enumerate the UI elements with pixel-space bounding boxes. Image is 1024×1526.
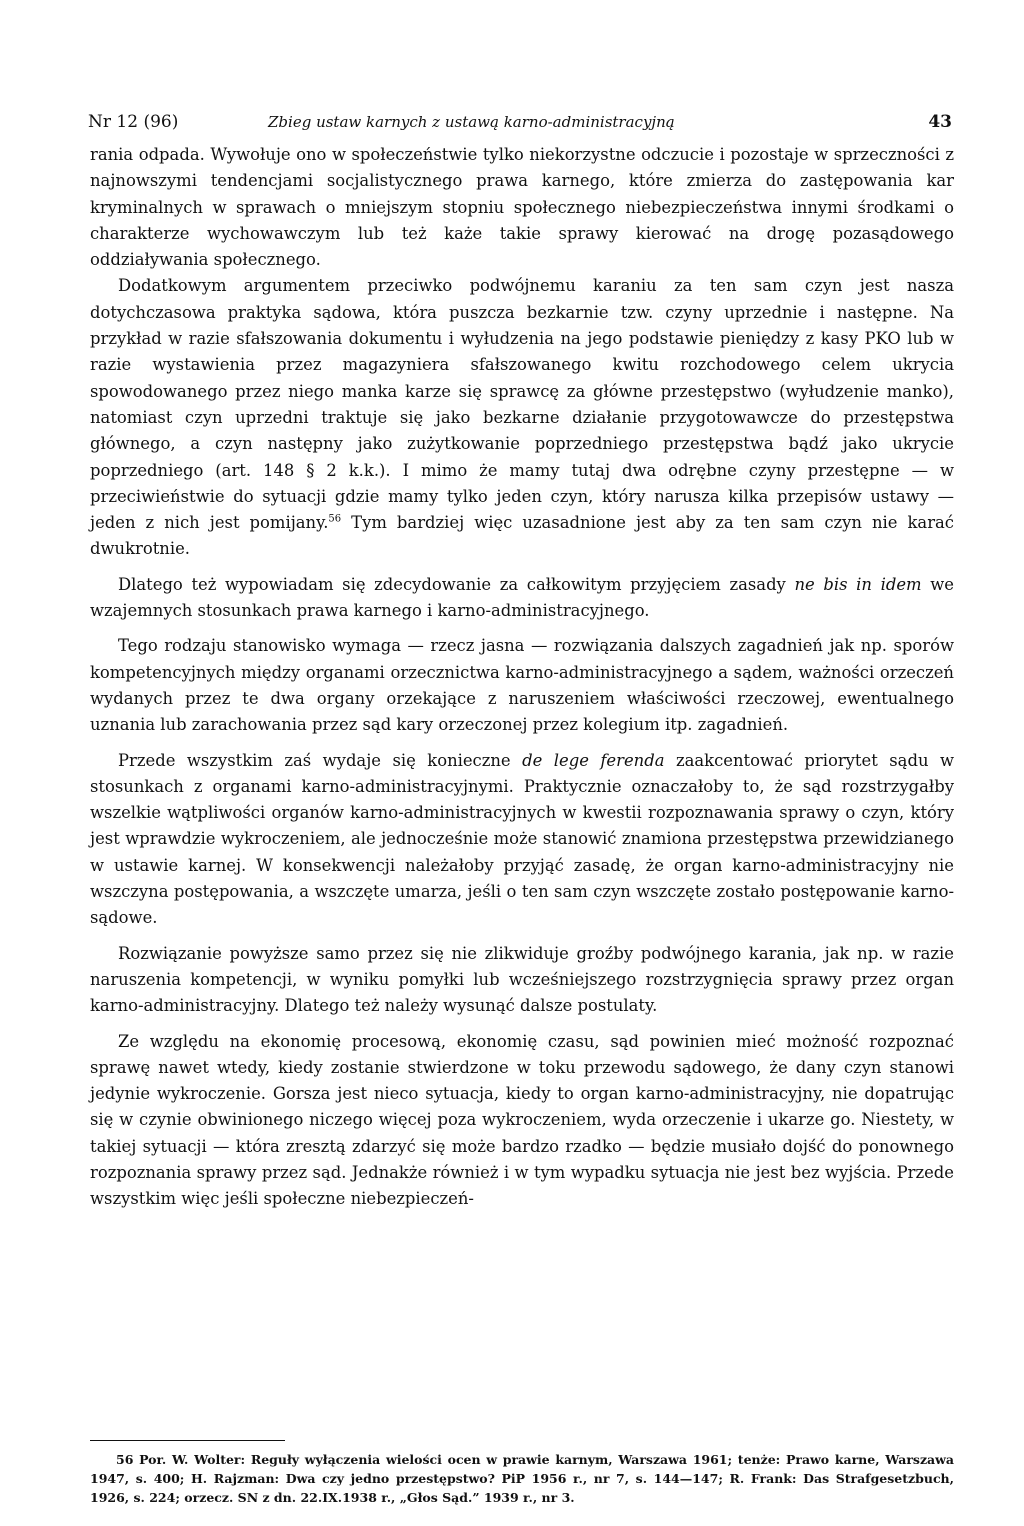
- paragraph-text: Tym bardziej więc uzasadnione jest aby za ten sam czyn nie karać dwukrotnie.: [90, 513, 954, 559]
- footnote: [90, 1450, 954, 1507]
- paragraph-court-priority: [90, 748, 954, 932]
- footnote-reference: 56: [328, 513, 342, 525]
- page-header: [88, 108, 952, 136]
- paragraph-text: we wzajemnych stosunkach prawa karnego i karno-administracyjnego.: [90, 574, 954, 621]
- paragraph-procedural-economy: Ze względu na ekonomię procesową, ekonomię czasu, sąd powinien mieć możność rozpoznać sprawę nawet wtedy, kiedy zostanie stwierdzone w toku przewodu sądowego, że dany czyn stanowi jedynie wykroczenie. Gorsza jest nieco sytuacja, kiedy to organ karno-administracyjny, nie dopatrując się w czynie obwinionego niczego więcej poza wykroczeniem, wyda orzeczenie i ukarze go. Niestety, w takiej sytuacji — która zresztą zdarzyć się może bardzo rzadko — będzie musiało dojść do ponownego rozpoznania sprawy przez sąd. Jednakże również i w tym wypadku sytuacja nie jest bez wyjścia. Przede wszystkim więc jeśli społeczne niebezpieczeń-: [90, 1031, 954, 1209]
- paragraph-double-punishment: [90, 273, 954, 562]
- latin-phrase: ne bis in idem: [794, 574, 922, 594]
- paragraph-further-issues: Tego rodzaju stanowisko wymaga — rzecz jasna — rozwiązania dalszych zagadnień jak np. sporów kompetencyjnych między organami orzecznictwa karno-administracyjnego a sądem, ważności orzeczeń wydanych przez te dwa organy orzekające z naruszeniem właściwości rzeczowej, ewentualnego uznania lub zarachowania przez sąd kary orzeczonej przez kolegium itp. zagadnień.: [90, 636, 954, 735]
- page-number: 43: [928, 112, 952, 132]
- paragraph-text: Przede wszystkim zaś wydaje się konieczne: [118, 750, 511, 770]
- paragraph-postulates: Rozwiązanie powyższe samo przez się nie zlikwiduje groźby podwójnego karania, jak np. w razie naruszenia kompetencji, w wyniku pomyłki lub wcześniejszego rozstrzygnięcia sprawy przez organ karno-administracyjny. Dlatego też należy wysunąć dalsze postulaty.: [90, 943, 954, 1016]
- footnote-text: 56 Por. W. Wolter: Reguły wyłączenia wielości ocen w prawie karnym, Warszawa 1961; tenże: Prawo karne, Warszawa 1947, s. 400; H. Rajzman: Dwa czy jedno przestępstwo? PiP 1956 r., nr 7, s. 144—147; R. Frank: Das Strafgesetzbuch, 1926, s. 224; orzecz. SN z dn. 22.IX.1938 r., „Głos Sąd.” 1939 r., nr 3.: [90, 1452, 954, 1505]
- footnote-divider: [90, 1440, 285, 1441]
- paragraph-text: zaakcentować priorytet sądu w stosunkach z organami karno-administracyjnymi. Praktycznie oznaczałoby to, że sąd rozstrzygałby wszelkie wątpliwości organów karno-administracyjnych w kwestii rozpoznawania sprawy o czyn, który jest wprawdzie wykroczeniem, ale jednocześnie może stanowić znamiona przestępstwa przewidzianego w ustawie karnej. W konsekwencji należałoby przyjąć zasadę, że organ karno-administracyjny nie wszczyna postępowania, a wszczęte umarza, jeśli o ten sam czyn wszczęte zostało postępowanie karno-sądowe.: [90, 750, 954, 928]
- paragraph-continuation: rania odpada. Wywołuje ono w społeczeństwie tylko niekorzystne odczucie i pozostaje w sprzeczności z najnowszymi tendencjami socjalistycznego prawa karnego, które zmierza do zastępowania kar kryminalnych w sprawach o mniejszym stopniu społecznego niebezpieczeństwa innymi środkami o charakterze wychowawczym lub też każe takie sprawy kierować na drogę pozasądowego oddziaływania społecznego.: [90, 145, 954, 270]
- paragraph-ne-bis-in-idem: [90, 572, 954, 625]
- issue-number: Nr 12 (96): [88, 112, 179, 132]
- paragraph-text: Dodatkowym argumentem przeciwko podwójnemu karaniu za ten sam czyn jest nasza dotychczasowa praktyka sądowa, która puszcza bezkarnie tzw. czyny uprzednie i następne. Na przykład w razie sfałszowania dokumentu i wyłudzenia na jego podstawie pieniędzy z kasy PKO lub w razie wystawienia przez magazyniera sfałszowanego kwitu rozchodowego celem ukrycia spowodowanego przez niego manka karze się sprawcę za główne przestępstwo (wyłudzenie manko), natomiast czyn uprzedni traktuje się jako bezkarne działanie przygotowawcze do przestępstwa głównego, a czyn następny jako zużytkowanie poprzedniego przestępstwa bądź jako ukrycie poprzedniego (art. 148 § 2 k.k.). I mimo że mamy tutaj dwa odrębne czyny przestępne — w przeciwieństwie do sytuacji gdzie mamy tylko jeden czyn, który narusza kilka przepisów ustawy — jeden z nich jest pomijany.: [90, 276, 954, 533]
- paragraph-text: Dlatego też wypowiadam się zdecydowanie za całkowitym przyjęciem zasady: [118, 574, 786, 594]
- body-text: [90, 142, 954, 1213]
- running-title: Zbieg ustaw karnych z ustawą karno-administracyjną: [268, 113, 675, 131]
- latin-phrase: de lege ferenda: [522, 750, 665, 770]
